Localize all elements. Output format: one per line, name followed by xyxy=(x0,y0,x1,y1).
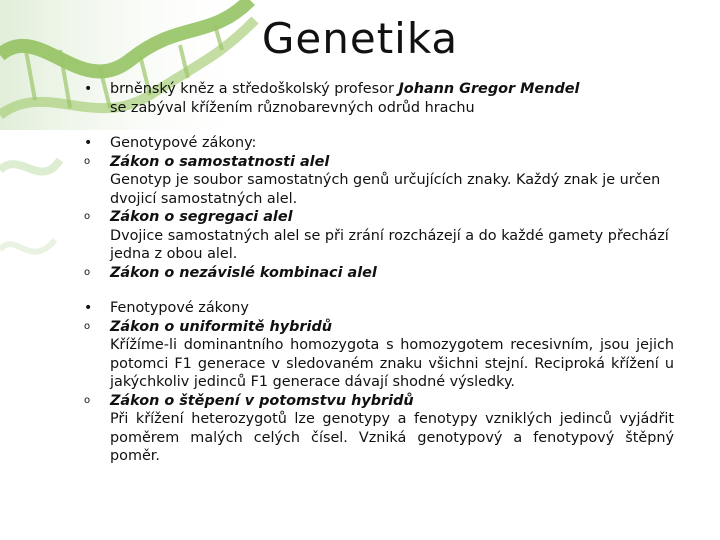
list-item xyxy=(84,264,674,283)
phenotype-heading: Fenotypové zákony xyxy=(110,300,249,316)
list-item xyxy=(84,299,674,318)
law-name: Zákon o nezávislé kombinaci alel xyxy=(110,264,377,281)
list-item xyxy=(84,134,674,153)
circle-bullet-icon: o xyxy=(84,211,91,222)
slide-content xyxy=(84,80,674,483)
genotype-section xyxy=(84,134,674,282)
law-description: Křížíme-li dominantního homozygota s homozygotem recesivním, jsou jejich potomci F1 generace v sledovaném znaku všichni stejní. Reciproká křížení u jakýchkoliv jedinců F1 generace dávají shodné výsledky. xyxy=(110,337,674,390)
circle-bullet-icon: o xyxy=(84,266,91,278)
bullet-icon: • xyxy=(84,135,93,151)
list-item xyxy=(84,80,674,117)
law-name: Zákon o samostatnosti alel xyxy=(110,153,330,170)
law-description: Genotyp je soubor samostatných genů určujících znaky. Každý znak je určen dvojicí samostatných alel. xyxy=(110,172,661,207)
list-item xyxy=(84,208,674,264)
intro-section xyxy=(84,80,674,117)
list-item xyxy=(84,153,674,209)
law-description: Dvojice samostatných alel se při zrání rozcházejí a do každé gamety přechází jedna z obou alel. xyxy=(110,227,669,262)
circle-bullet-icon: o xyxy=(84,155,91,167)
law-description: Při křížení heterozygotů lze genotypy a fenotypy vzniklých jedinců vyjádřit poměrem malých celých čísel. Vzniká genotypový a fenotypový štěpný poměr. xyxy=(110,411,674,464)
law-name: Zákon o uniformitě hybridů xyxy=(110,318,332,335)
mendel-name: Johann Gregor Mendel xyxy=(398,81,580,97)
list-item xyxy=(84,392,674,466)
intro-text xyxy=(110,80,674,117)
intro-text-before: brněnský kněz a středoškolský profesor xyxy=(110,81,399,97)
list-item xyxy=(84,318,674,392)
circle-bullet-icon: o xyxy=(84,394,91,406)
bullet-icon: • xyxy=(84,81,93,97)
bullet-icon: • xyxy=(84,300,93,316)
circle-bullet-icon: o xyxy=(84,320,91,332)
slide-title: Genetika xyxy=(261,14,459,63)
law-name: Zákon o štěpení v potomstvu hybridů xyxy=(110,392,414,409)
law-name: Zákon o segregaci alel xyxy=(110,209,293,225)
genotype-heading: Genotypové zákony: xyxy=(110,135,257,151)
intro-text-after: se zabýval křížením různobarevných odrůd hrachu xyxy=(110,99,475,116)
phenotype-section xyxy=(84,299,674,466)
